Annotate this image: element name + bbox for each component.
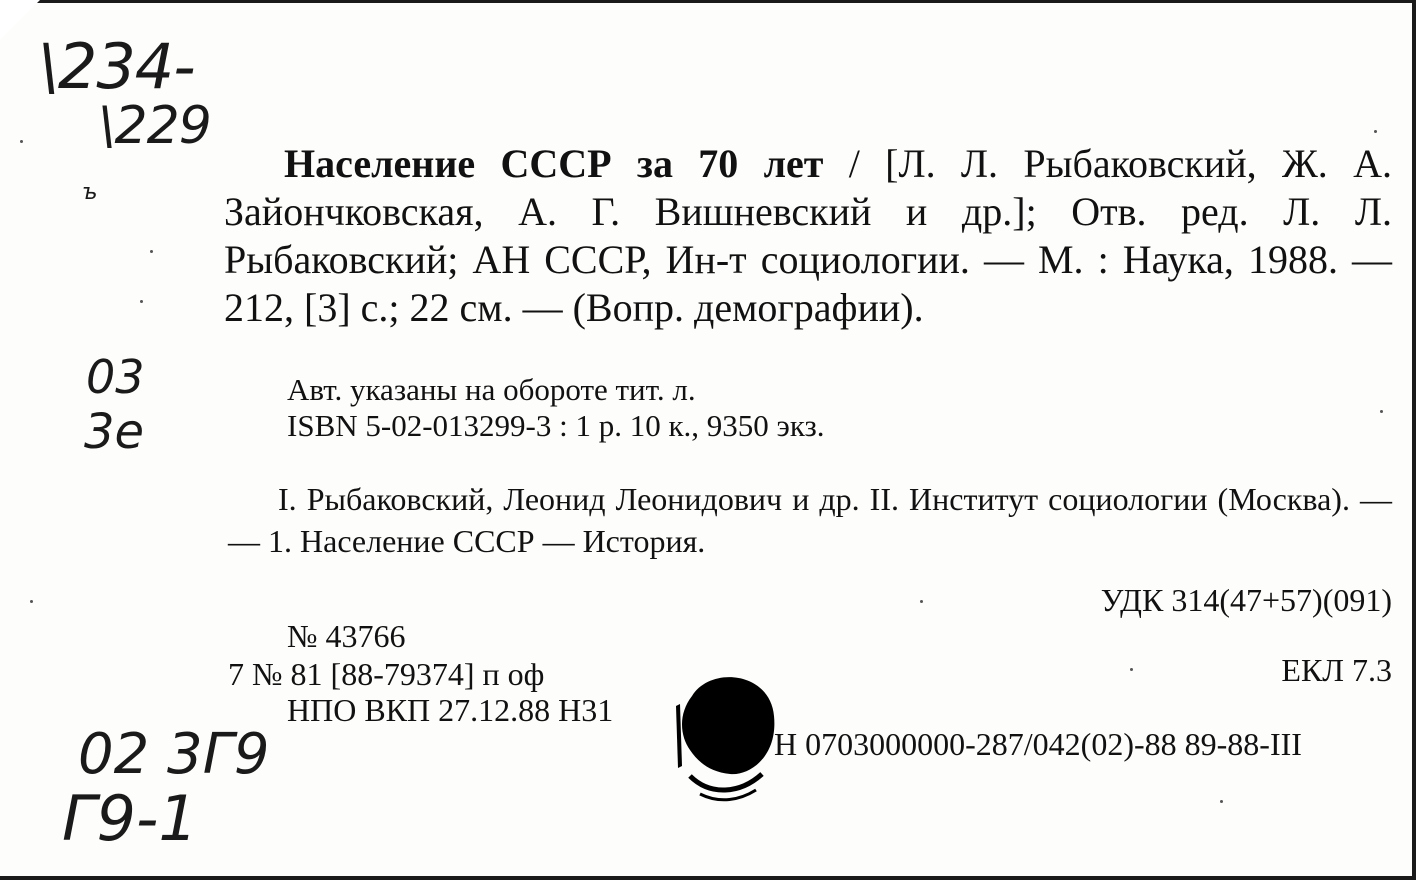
card-bottom-border (0, 876, 1416, 880)
margin-note-2: 3e (84, 404, 145, 460)
paper-speck (1130, 668, 1133, 671)
shelf-code-line1: \234- (38, 30, 195, 103)
print-sign: Н 0703000000-287/042(02)-88 89-88-III (774, 726, 1302, 762)
paper-speck (150, 250, 153, 253)
shelf-code-line2: \229 (98, 96, 211, 156)
record-title: Население СССР за 70 лет (284, 141, 824, 186)
paper-speck (920, 600, 923, 603)
paper-speck (140, 300, 143, 303)
paper-speck (1374, 130, 1377, 133)
bottom-note-1: 02 3Г9 (78, 722, 270, 787)
bibliographic-description (224, 140, 1392, 332)
author-note: Авт. указаны на обороте тит. л. (287, 372, 696, 407)
small-handwritten-mark: ъ (82, 180, 98, 205)
record-responsibility: / [Л. Л. Рыбаковский, Ж. А. Зайончковская, А. Г. Вишневский и др.]; Отв. ред. Л. Л. Рыбаковский; АН СССР, Ин-т социологии. — М. : Наука, 1988. — 212, [3] с.; 22 см. — (Вопр. демографии). (224, 141, 1392, 330)
print-npo: НПО ВКП 27.12.88 Н31 (287, 692, 614, 728)
print-order: 7 № 81 [88-79374] п оф (228, 656, 545, 692)
subject-headings: I. Рыбаковский, Леонид Леонидович и др. II. Институт социологии (Москва). — — 1. Население СССР — История. (228, 481, 1392, 559)
print-number: № 43766 (287, 618, 406, 654)
udk-code: УДК 314(47+57)(091) (1100, 582, 1392, 618)
card-right-border (1412, 0, 1416, 880)
library-stamp-icon (670, 666, 780, 816)
paper-speck (1220, 800, 1223, 803)
paper-speck (1380, 410, 1383, 413)
margin-note-1: 03 (86, 350, 145, 404)
bottom-note-2: Г9-1 (62, 782, 198, 855)
paper-speck (20, 140, 23, 143)
card-top-border (0, 0, 1416, 3)
card-corner (0, 0, 40, 40)
paper-speck (30, 600, 33, 603)
isbn-line: ISBN 5-02-013299-3 : 1 р. 10 к., 9350 экз. (287, 408, 825, 443)
ekl-code: ЕКЛ 7.3 (1281, 652, 1392, 688)
